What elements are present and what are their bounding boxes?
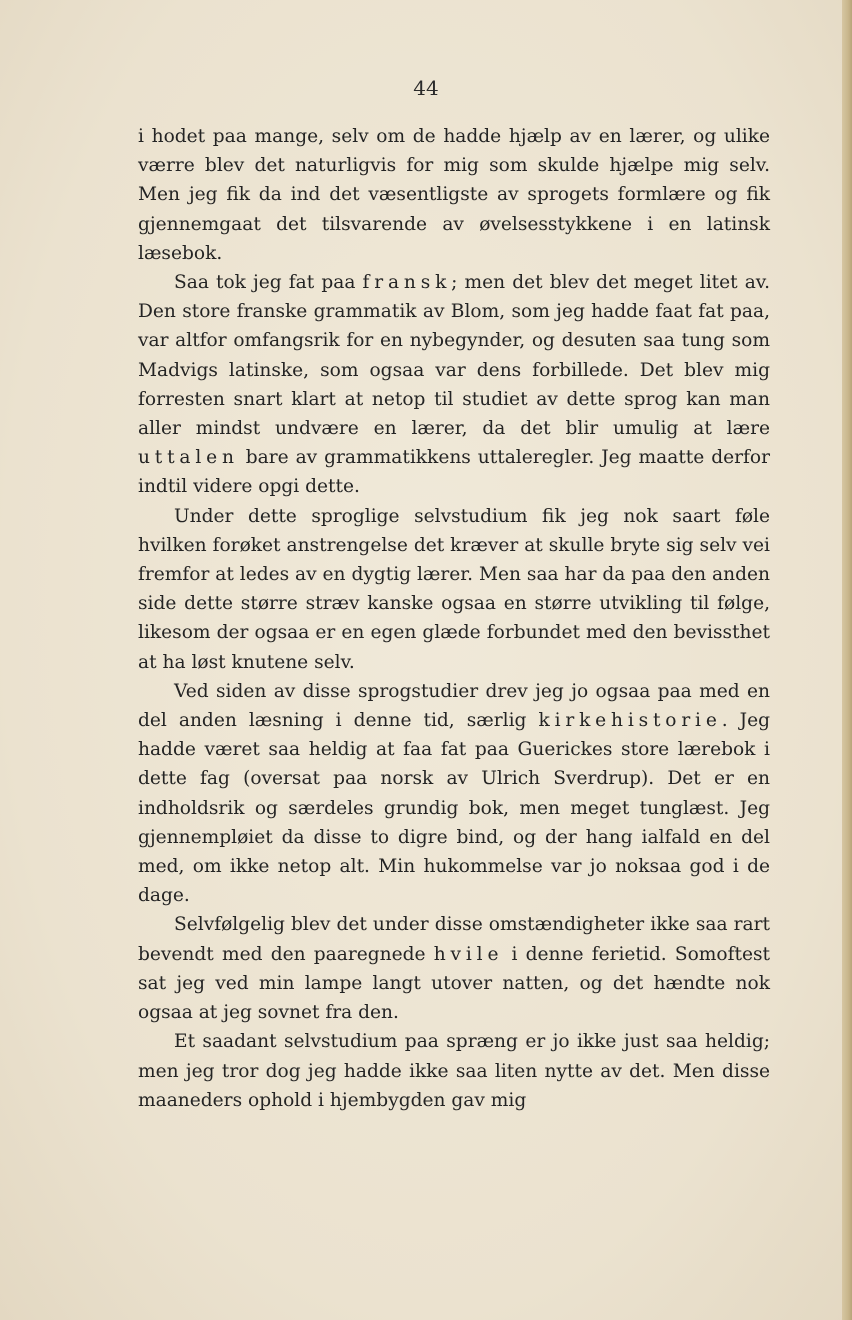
text-run: Et saadant selvstudium paa spræng er jo ikke just saa heldig; men jeg tror dog jeg hadde ikke saa liten nytte av det. Men disse maaneders ophold i hjembygden gav mig: [138, 1031, 770, 1111]
text-run: bare av grammatikkens uttaleregler. Jeg maatte derfor indtil videre opgi dette.: [138, 447, 770, 498]
emphasized-word: fransk: [362, 272, 452, 294]
text-run: Ved siden av disse sprogstudier drev jeg jo ogsaa paa med en del anden læsning i denne tid, særlig: [138, 680, 770, 732]
emphasized-word: kirkehistorie: [538, 710, 722, 732]
page-number: 44: [413, 76, 439, 100]
text-run: i hodet paa mange, selv om de hadde hjælp av en lærer, og ulike værre blev det naturligvis for mig som skulde hjælpe mig selv. Men jeg fik da ind det væsentligste av sprogets formlære og fik gjennemgaat det tilsvarende av øvelsesstykkene i en latinsk læsebok.: [138, 126, 770, 264]
text-run: i denne ferietid. Somoftest sat jeg ved min lampe langt utover natten, og det hændte nok ogsaa at jeg sovnet fra den.: [138, 943, 770, 1024]
paragraph: [138, 122, 770, 268]
emphasized-word: hvile: [433, 943, 504, 965]
text-run: ; men det blev det meget litet av. Den store franske grammatik av Blom, som jeg hadde faat fat paa, var altfor omfangsrik for en nybegynder, og desuten saa tung som Madvigs latinske, som ogsaa var dens forbillede. Det blev mig forresten snart klart at netop til studiet av dette sprog kan man aller mindst undvære en lærer, da det blir umulig at lære: [138, 272, 770, 440]
page-edge: [842, 0, 852, 1320]
paragraph: [138, 268, 770, 502]
paragraph: [138, 502, 770, 677]
text-run: Under dette sproglige selvstudium fik jeg nok saart føle hvilken forøket anstrengelse det kræver at skulle bryte sig selv vei fremfor at ledes av en dygtig lærer. Men saa har da paa den anden side dette større stræv kanske ogsaa en større utvikling til følge, likesom der ogsaa er en egen glæde forbundet med den bevissthet at ha løst knutene selv.: [138, 505, 770, 673]
text-run: Saa tok jeg fat paa: [174, 272, 363, 294]
emphasized-word: uttalen: [138, 447, 239, 469]
text-run: . Jeg hadde været saa heldig at faa fat paa Guerickes store lærebok i dette fag (oversat paa norsk av Ulrich Sverdrup). Det er en indholdsrik og særdeles grundig bok, men meget tunglæst. Jeg gjennempløiet da disse to digre bind, og der hang ialfald en del med, om ikke netop alt. Min hukommelse var jo noksaa god i de dage.: [138, 710, 770, 907]
body-text: [138, 122, 770, 1115]
paragraph: [138, 910, 770, 1027]
paragraph: [138, 1027, 770, 1115]
text-run: Selvfølgelig blev det under disse omstændigheter ikke saa rart bevendt med den paaregnede: [138, 914, 770, 965]
paragraph: [138, 677, 770, 911]
